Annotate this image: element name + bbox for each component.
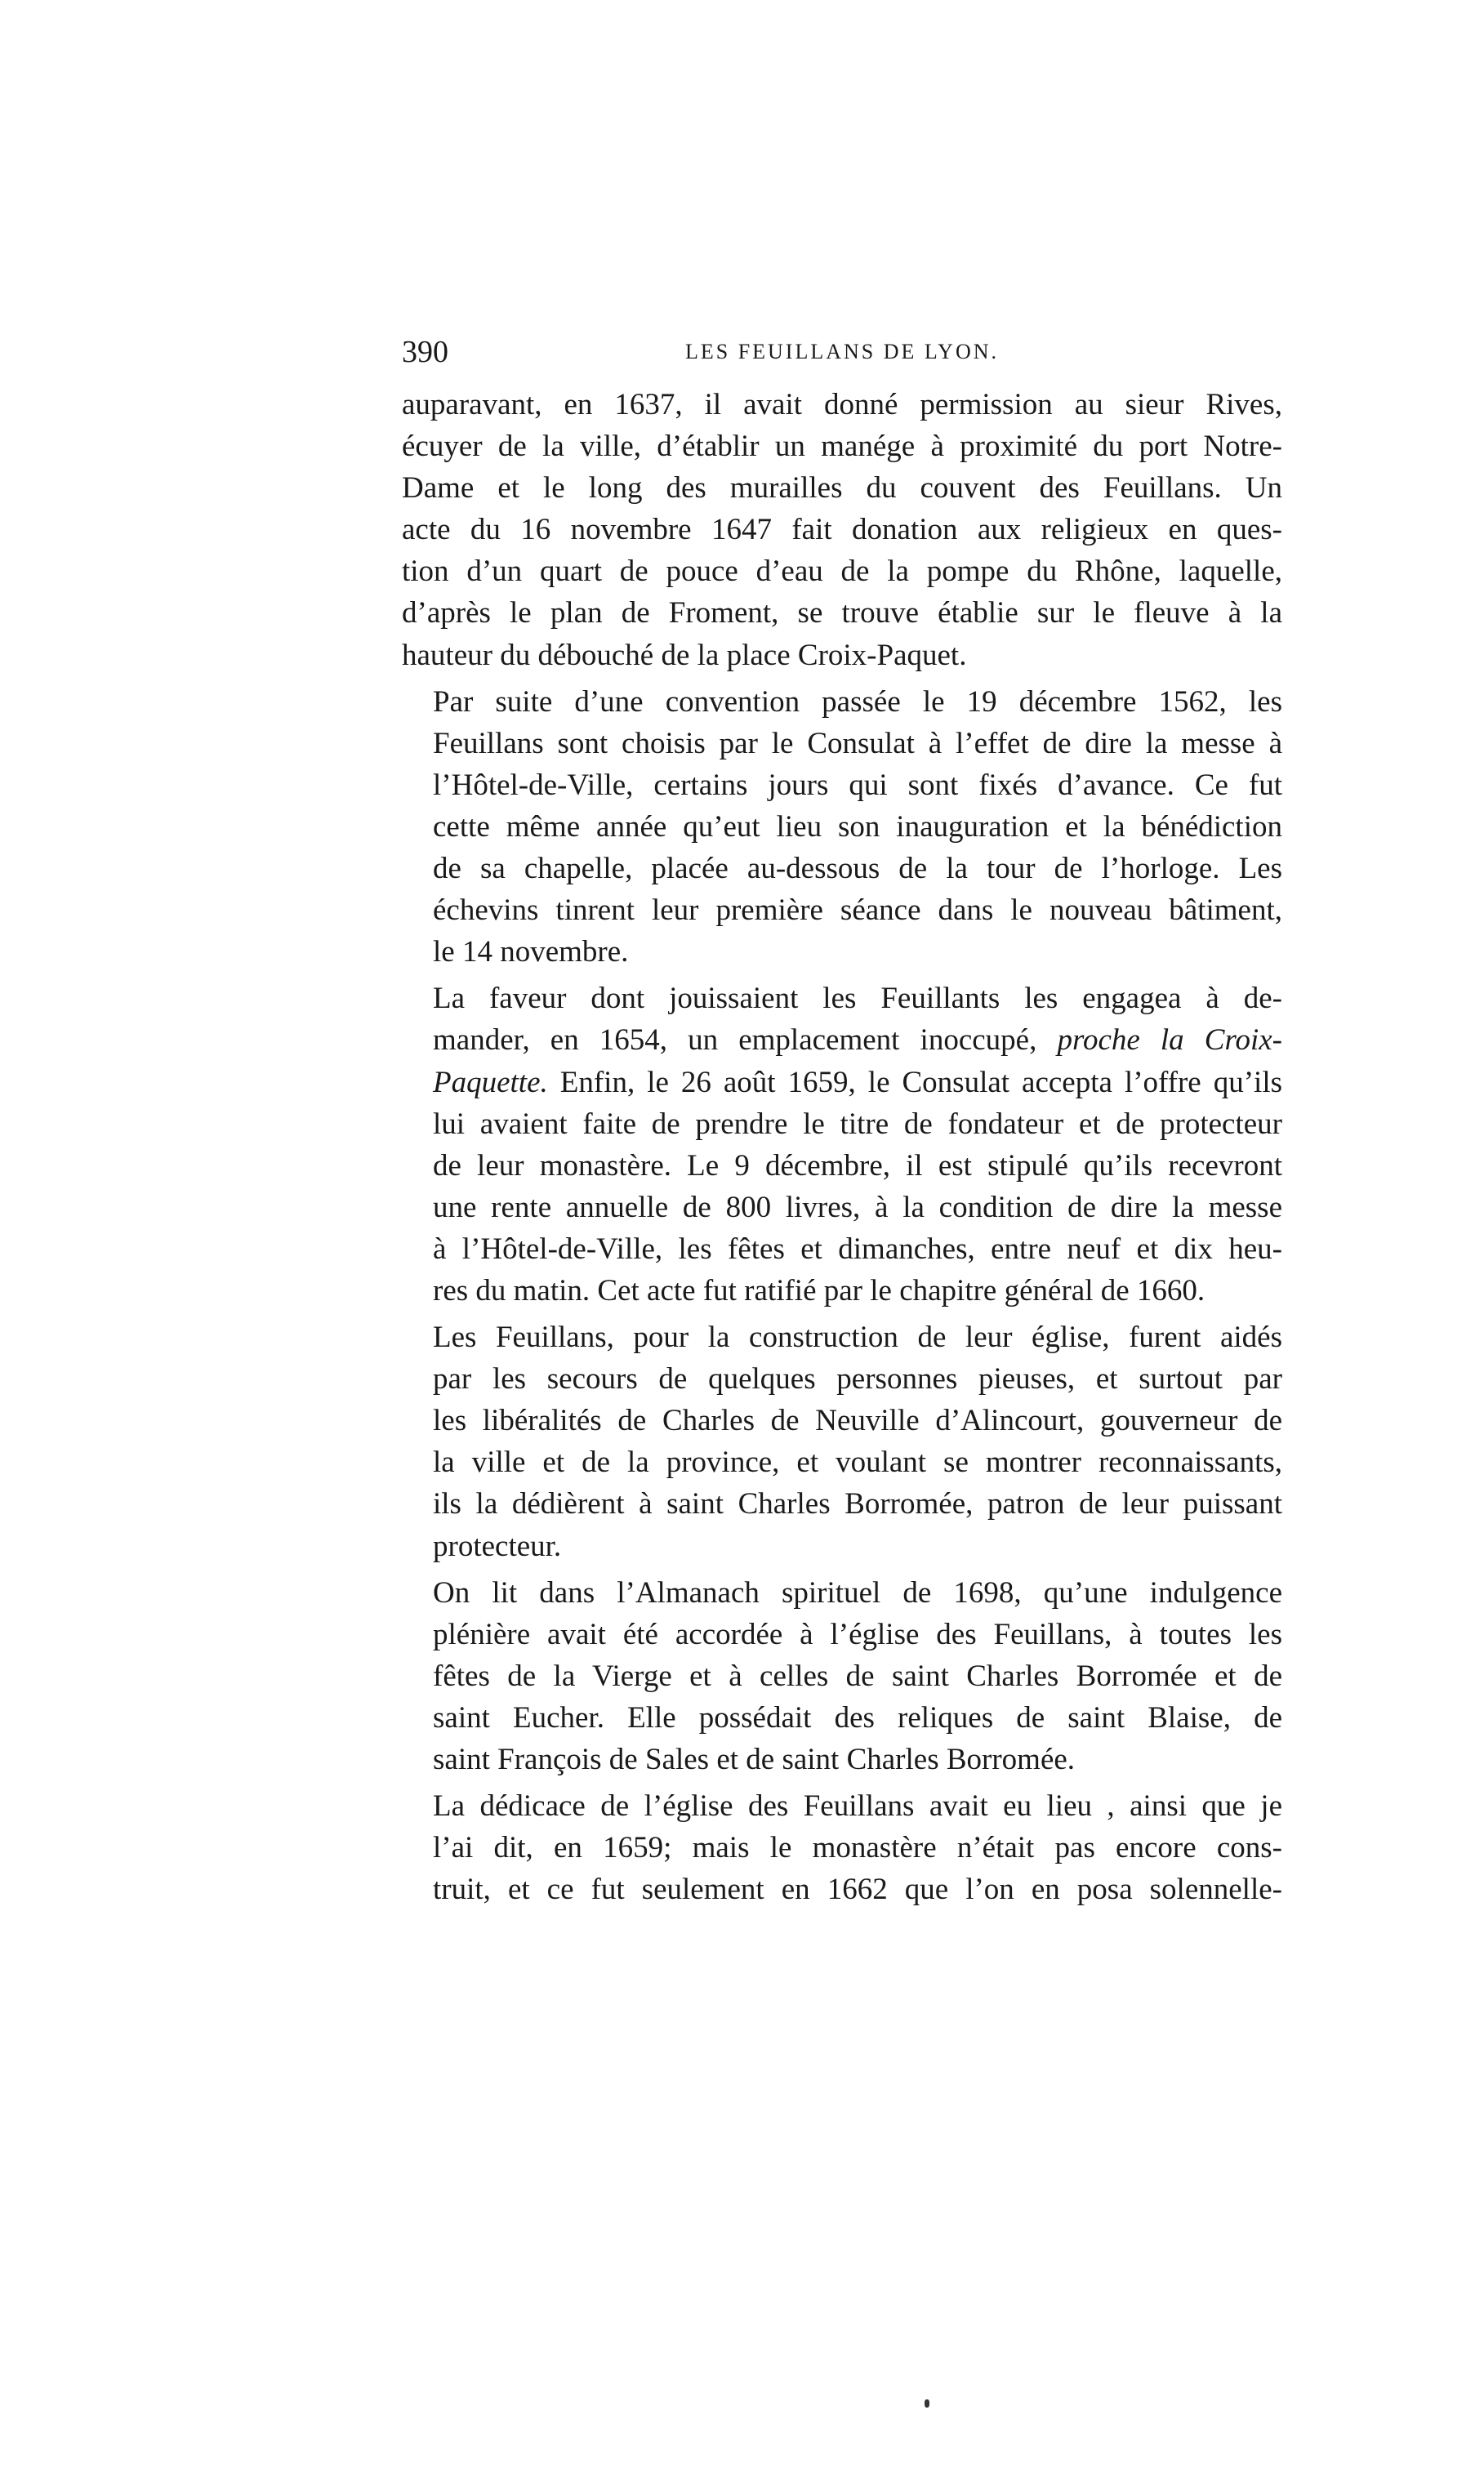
text-line: ils la dédièrent à saint Charles Borromée, patron de leur puissant [433,1487,1282,1521]
text-line: La dédicace de l’église des Feuillans avait eu lieu , ainsi que je [433,1789,1282,1824]
text-line: l’ai dit, en 1659; mais le monastère n’était pas encore cons- [433,1831,1282,1865]
text-line: La faveur dont jouissaient les Feuillants les engagea à de- [433,982,1282,1016]
text-line: hauteur du débouché de la place Croix-Paquet. [402,638,967,672]
text-line: protecteur. [433,1529,562,1563]
text-line: Feuillans sont choisis par le Consulat à l’effet de dire la messe à [433,726,1282,760]
text-line: plénière avait été accordée à l’église des Feuillans, à toutes les [433,1617,1282,1651]
page-number: 390 [402,335,448,369]
text-line: écuyer de la ville, d’établir un manége à proximité du port Notre- [402,430,1282,464]
text-line: truit, et ce fut seulement en 1662 que l’on en posa solennelle- [433,1873,1282,1907]
text-line: les libéralités de Charles de Neuville d’Alincourt, gouverneur de [433,1404,1282,1438]
text-line: d’après le plan de Froment, se trouve établie sur le fleuve à la [402,596,1282,630]
paragraph [402,1785,1282,1910]
text-line: la ville et de la province, et voulant se montrer reconnaissants, [433,1446,1282,1480]
text-line: mander, en 1654, un emplacement inoccupé, proche la Croix- [433,1023,1282,1058]
text-line: de leur monastère. Le 9 décembre, il est stipulé qu’ils recevront [433,1148,1282,1183]
text-line: échevins tinrent leur première séance dans le nouveau bâtiment, [433,893,1282,928]
running-title: LES FEUILLANS DE LYON. [684,340,1000,363]
text-line: l’Hôtel-de-Ville, certains jours qui sont fixés d’avance. Ce fut [433,768,1282,802]
text-line: fêtes de la Vierge et à celles de saint Charles Borromée et de [433,1659,1282,1693]
text-line: Paquette. Enfin, le 26 août 1659, le Consulat accepta l’offre qu’ils [433,1065,1282,1099]
text-line: lui avaient faite de prendre le titre de fondateur et de protecteur [433,1107,1282,1141]
body-text [402,384,1282,1915]
paragraph [402,1572,1282,1780]
paragraph [402,978,1282,1312]
text-line: Dame et le long des murailles du couvent des Feuillans. Un [402,471,1282,506]
text-line: auparavant, en 1637, il avait donné permission au sieur Rives, [402,388,1282,421]
text-line: cette même année qu’eut lieu son inauguration et la bénédiction [433,809,1282,844]
text-line: res du matin. Cet acte fut ratifié par le chapitre général de 1660. [433,1273,1205,1308]
text-line: On lit dans l’Almanach spirituel de 1698, qu’une indulgence [433,1575,1282,1610]
paragraph [402,681,1282,973]
text-line: de sa chapelle, placée au-dessous de la tour de l’horloge. Les [433,852,1282,886]
text-line: Par suite d’une convention passée le 19 décembre 1562, les [433,684,1282,719]
text-line: acte du 16 novembre 1647 fait donation aux religieux en ques- [402,513,1282,547]
text-line: à l’Hôtel-de-Ville, les fêtes et dimanches, entre neuf et dix heu- [433,1232,1282,1266]
page-header [402,332,1282,372]
text-line: par les secours de quelques personnes pieuses, et surtout par [433,1362,1282,1397]
text-line: le 14 novembre. [433,935,629,969]
text-line: tion d’un quart de pouce d’eau de la pompe du Rhône, laquelle, [402,555,1282,589]
text-line: saint François de Sales et de saint Charles Borromée. [433,1743,1076,1776]
paragraph [402,1316,1282,1567]
paragraph [402,384,1282,676]
text-line: une rente annuelle de 800 livres, à la condition de dire la messe [433,1190,1282,1224]
text-line: saint Eucher. Elle possédait des reliques de saint Blaise, de [433,1700,1282,1735]
text-line: Les Feuillans, pour la construction de leur église, furent aidés [433,1321,1282,1355]
ink-speck [925,2399,929,2408]
